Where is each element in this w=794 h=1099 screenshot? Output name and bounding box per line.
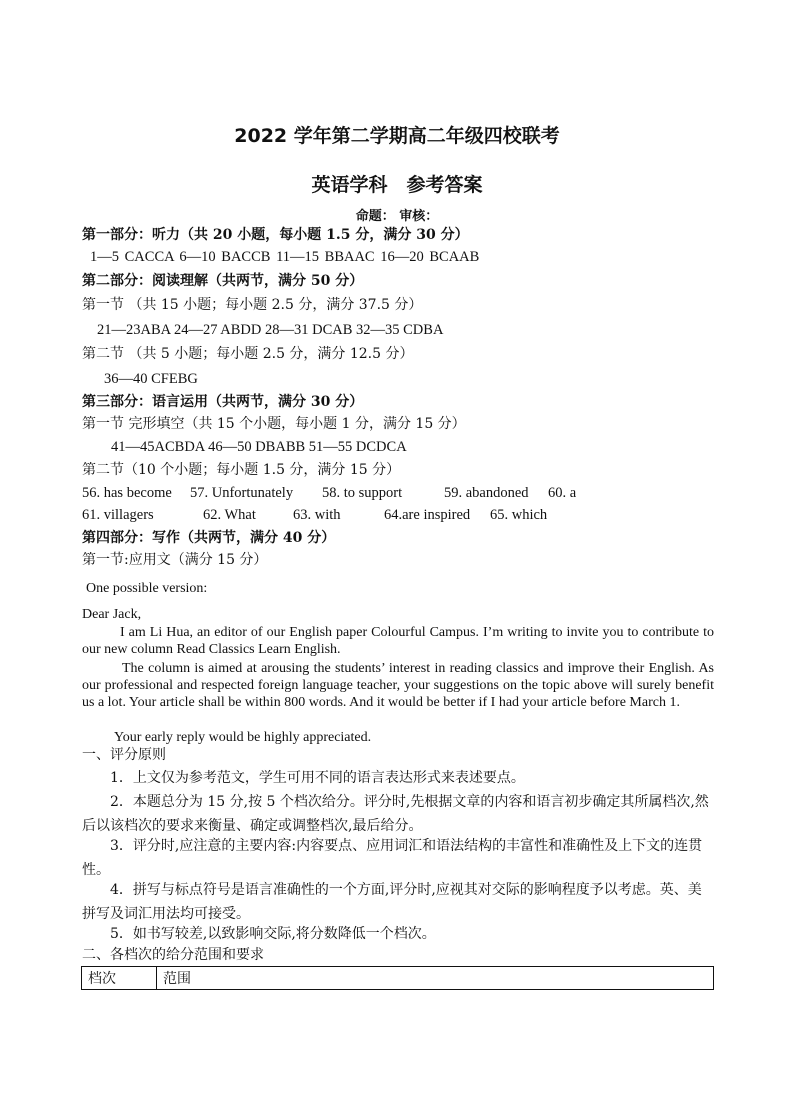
grade-level-header: 档次 <box>82 967 157 990</box>
subject-title: 英语学科 参考答案 <box>311 174 483 196</box>
part1-heading: 第一部分：听力（共 20 小题，每小题 1.5 分，满分 30 分） <box>82 227 469 243</box>
part2-sec2-answers: 36—40 CFEBG <box>104 371 198 387</box>
essay-intro: One possible version: <box>86 581 208 596</box>
exam-title: 2022 学年第二学期高二年级四校联考 <box>234 125 560 147</box>
grading-table <box>81 966 714 990</box>
principle-2: 2．本题总分为 15 分,按 5 个档次给分。评分时,先根据文章的内容和语言初步确定其所属档次,然后以该档次的要求来衡量、确定或调整档次,最后给分。 <box>82 794 709 834</box>
part4-sec1-heading: 第一节:应用文（满分 15 分） <box>82 552 268 568</box>
part1-answers: 1—5 CACCA 6—10 BACCB 11—15 BBAAC 16—20 BCAAB <box>90 249 480 265</box>
part3-sec1-answers: 41—45ACBDA 46—50 DBABB 51—55 DCDCA <box>111 439 407 455</box>
grading-heading: 二、各档次的给分范围和要求 <box>82 947 264 963</box>
principle-3: 3．评分时,应注意的主要内容:内容要点、应用词汇和语法结构的丰富性和准确性及上下文的连贯性。 <box>82 838 703 878</box>
part2-sec1-answers: 21—23ABA 24—27 ABDD 28—31 DCAB 32—35 CDBA <box>97 322 444 338</box>
essay-paragraph-3: Your early reply would be highly appreciated. <box>114 730 372 745</box>
answer-61: 61. villagers <box>82 507 154 523</box>
essay-greeting: Dear Jack, <box>82 607 142 622</box>
part2-heading: 第二部分：阅读理解（共两节，满分 50 分） <box>82 273 364 289</box>
answer-65: 65. which <box>490 507 548 523</box>
answer-63: 63. with <box>293 507 341 523</box>
principle-1: 1．上文仅为参考范文，学生可用不同的语言表达形式来表述要点。 <box>110 770 525 786</box>
credits-line: 命题： 审核： <box>355 209 439 224</box>
part3-sec1-heading: 第一节 完形填空（共 15 个小题，每小题 1 分，满分 15 分） <box>82 416 466 432</box>
answer-60: 60. a <box>548 485 577 501</box>
answer-57: 57. Unfortunately <box>190 485 294 501</box>
answer-58: 58. to support <box>322 485 403 501</box>
part2-sec1-heading: 第一节 （共 15 小题；每小题 2.5 分，满分 37.5 分） <box>82 297 423 313</box>
table-row <box>82 967 714 990</box>
part4-heading: 第四部分：写作（共两节，满分 40 分） <box>82 530 336 546</box>
essay-paragraph-2: The column is aimed at arousing the students’ interest in reading classics and improve their English. As our professional and respected foreign language teacher, your suggestions on the topic above will surely benefit us a lot. Your article shall be within 800 words. And it would be better if I had your article before March 1. <box>82 661 714 710</box>
answer-56: 56. has become <box>82 485 172 501</box>
answer-62: 62. What <box>203 507 256 523</box>
part2-sec2-heading: 第二节 （共 5 小题；每小题 2.5 分，满分 12.5 分） <box>82 346 414 362</box>
essay-paragraph-1: I am Li Hua, an editor of our English paper Colourful Campus. I’m writing to invite you to contribute to our new column Read Classics Learn English. <box>82 625 714 657</box>
answer-64: 64.are inspired <box>384 507 471 523</box>
principle-5: 5．如书写较差,以致影响交际,将分数降低一个档次。 <box>110 926 436 942</box>
part3-sec2-heading: 第二节（10 个小题；每小题 1.5 分，满分 15 分） <box>82 462 401 478</box>
part3-heading: 第三部分：语言运用（共两节，满分 30 分） <box>82 394 364 410</box>
principle-4: 4．拼写与标点符号是语言准确性的一个方面,评分时,应视其对交际的影响程度予以考虑。英、美拼写及词汇用法均可接受。 <box>82 882 702 922</box>
score-range-header: 范围 <box>157 967 714 990</box>
answer-59: 59. abandoned <box>444 485 529 501</box>
principles-heading: 一、评分原则 <box>82 747 166 763</box>
